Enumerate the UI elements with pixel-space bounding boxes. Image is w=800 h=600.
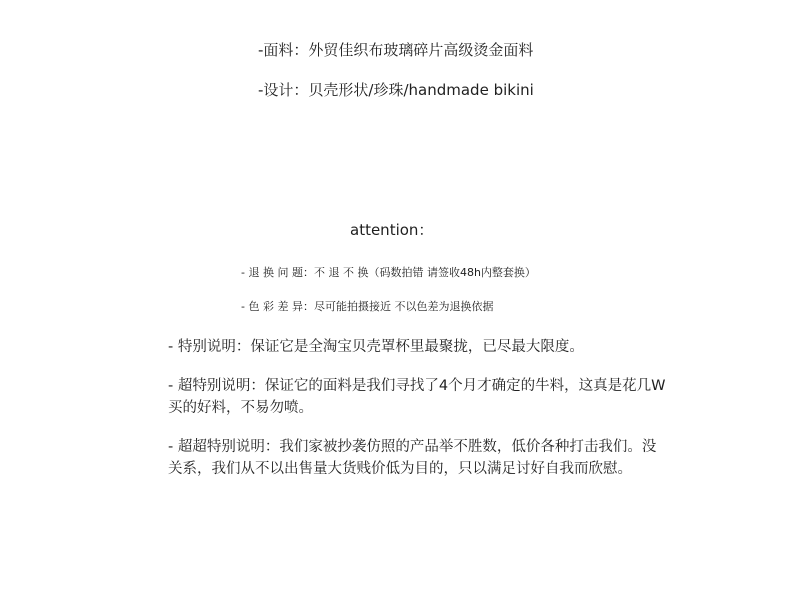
color-difference-policy-text: - 色 彩 差 异：尽可能拍摄接近 不以色差为退换依据 <box>241 300 494 313</box>
fabric-spec-text: -面料：外贸佳织布玻璃碎片高级烫金面料 <box>258 41 534 59</box>
design-spec-text: -设计：贝壳形状/珍珠/handmade bikini <box>258 81 534 99</box>
return-policy-text: - 退 换 问 题：不 退 不 换（码数拍错 请签收48h内整套换） <box>241 266 536 279</box>
attention-heading: attention： <box>350 221 434 239</box>
extra-special-note-text: - 超特别说明：保证它的面料是我们寻找了4个月才确定的牛料，这真是花几W买的好料，不易勿喷。 <box>168 378 666 416</box>
special-note-text: - 特别说明：保证它是全淘宝贝壳罩杯里最聚拢，已尽最大限度。 <box>168 339 584 355</box>
super-special-note-text: - 超超特别说明：我们家被抄袭仿照的产品举不胜数，低价各种打击我们。没关系，我们从不以出售量大货贱价低为目的，只以满足讨好自我而欣慰。 <box>168 439 657 477</box>
